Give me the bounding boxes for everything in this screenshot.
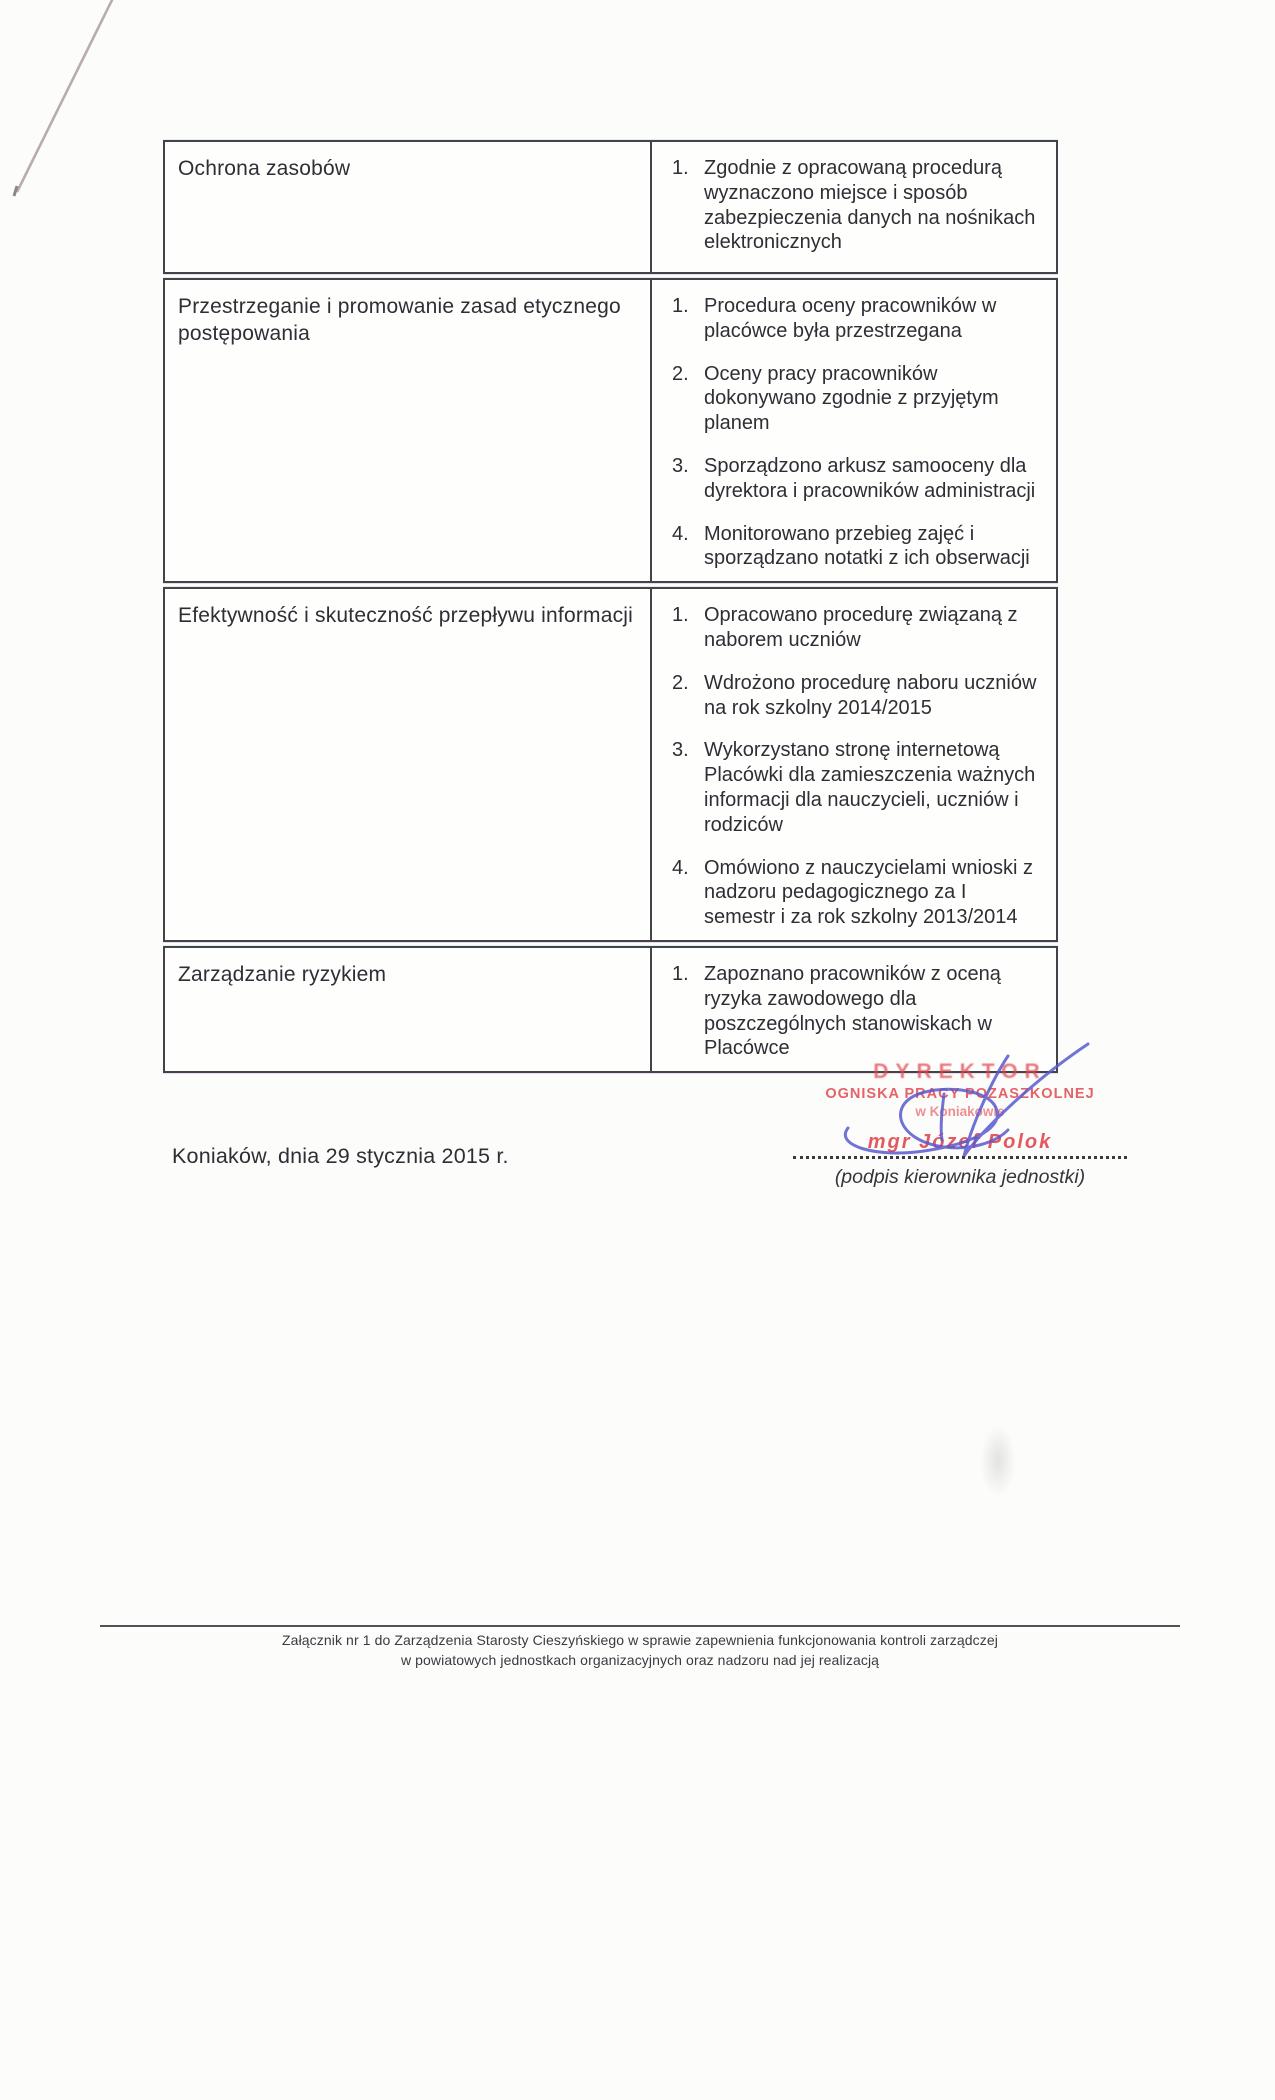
stamp-title: DYREKTOR <box>873 1060 1047 1083</box>
row-header-zasady-etyczne: Przestrzeganie i promowanie zasad etycznego postępowania <box>165 280 652 581</box>
place-and-date: Koniaków, dnia 29 stycznia 2015 r. <box>172 1144 509 1168</box>
item-number: 3. <box>672 739 689 762</box>
item-number: 4. <box>672 522 689 545</box>
item-number: 1. <box>672 157 689 179</box>
scan-smudge <box>980 1425 1016 1497</box>
list-item <box>672 962 1042 1061</box>
stamp-location: w Koniakowie <box>915 1103 1005 1119</box>
scan-scratch-line <box>0 0 140 210</box>
row-header-przeplyw-informacji: Efektywność i skuteczność przepływu informacji <box>165 589 652 940</box>
item-number: 1. <box>672 295 689 317</box>
stamp-name: mgr Józef Polok <box>867 1131 1053 1154</box>
item-number: 2. <box>672 362 689 385</box>
footnote-line-2: w powiatowych jednostkach organizacyjnych oraz nadzoru nad jej realizacją <box>400 1652 880 1669</box>
list-item <box>672 362 1042 436</box>
row-header-ochrona-zasobow: Ochrona zasobów <box>165 142 652 272</box>
item-text: Zapoznano pracowników z oceną ryzyka zawodowego dla poszczególnych stanowiskach w Placówce <box>704 962 1001 1060</box>
list-item <box>672 603 1042 653</box>
item-text: Omówiono z nauczycielami wnioski z nadzoru pedagogicznego za I semestr i za rok szkolny 2013/2014 <box>704 856 1034 929</box>
list-item <box>672 454 1042 504</box>
list-item <box>672 294 1042 344</box>
signature-caption: (podpis kierownika jednostki) <box>834 1166 1086 1188</box>
table-row <box>163 587 1058 942</box>
control-report-table <box>163 140 1058 1077</box>
row-items <box>652 948 1056 1071</box>
item-number: 1. <box>672 604 689 627</box>
row-header-zarzadzanie-ryzykiem: Zarządzanie ryzykiem <box>165 948 652 1071</box>
footnote-line-1: Załącznik nr 1 do Zarządzenia Starosty Cieszyńskiego w sprawie zapewnienia funkcjonowania kontroli zarządczej <box>282 1632 998 1648</box>
attachment-footnote <box>100 1625 1180 1671</box>
signature-dotted-line <box>793 1146 1127 1159</box>
item-text: Procedura oceny pracowników w placówce była przestrzegana <box>704 295 997 342</box>
item-text: Zgodnie z opracowaną procedurą wyznaczono miejsce i sposób zabezpieczenia danych na nośnikach elektronicznych <box>704 157 1036 254</box>
row-items <box>652 280 1056 581</box>
row-items <box>652 589 1056 940</box>
list-item <box>672 738 1042 837</box>
table-row <box>163 946 1058 1073</box>
item-number: 2. <box>672 671 689 694</box>
item-number: 4. <box>672 856 689 879</box>
director-stamp <box>793 1060 1127 1154</box>
list-item <box>672 522 1042 572</box>
item-text: Wdrożono procedurę naboru uczniów na rok szkolny 2014/2015 <box>704 671 1037 719</box>
item-text: Opracowano procedurę związaną z naborem uczniów <box>704 604 1018 651</box>
item-number: 3. <box>672 454 689 477</box>
item-number: 1. <box>672 962 689 985</box>
item-text: Oceny pracy pracowników dokonywano zgodnie z przyjętym planem <box>704 362 999 435</box>
table-row <box>163 140 1058 274</box>
item-text: Monitorowano przebieg zajęć i sporządzano notatki z ich obserwacji <box>704 522 1030 570</box>
item-text: Wykorzystano stronę internetową Placówki dla zamieszczenia ważnych informacji dla nauczycieli, uczniów i rodziców <box>704 739 1036 836</box>
table-row <box>163 278 1058 583</box>
stamp-institution: OGNISKA PRACY POZASZKOLNEJ <box>825 1086 1095 1103</box>
row-items <box>652 142 1056 272</box>
list-item <box>672 856 1042 930</box>
list-item <box>672 671 1042 721</box>
item-text: Sporządzono arkusz samooceny dla dyrektora i pracowników administracji <box>704 454 1036 502</box>
list-item <box>672 156 1042 255</box>
